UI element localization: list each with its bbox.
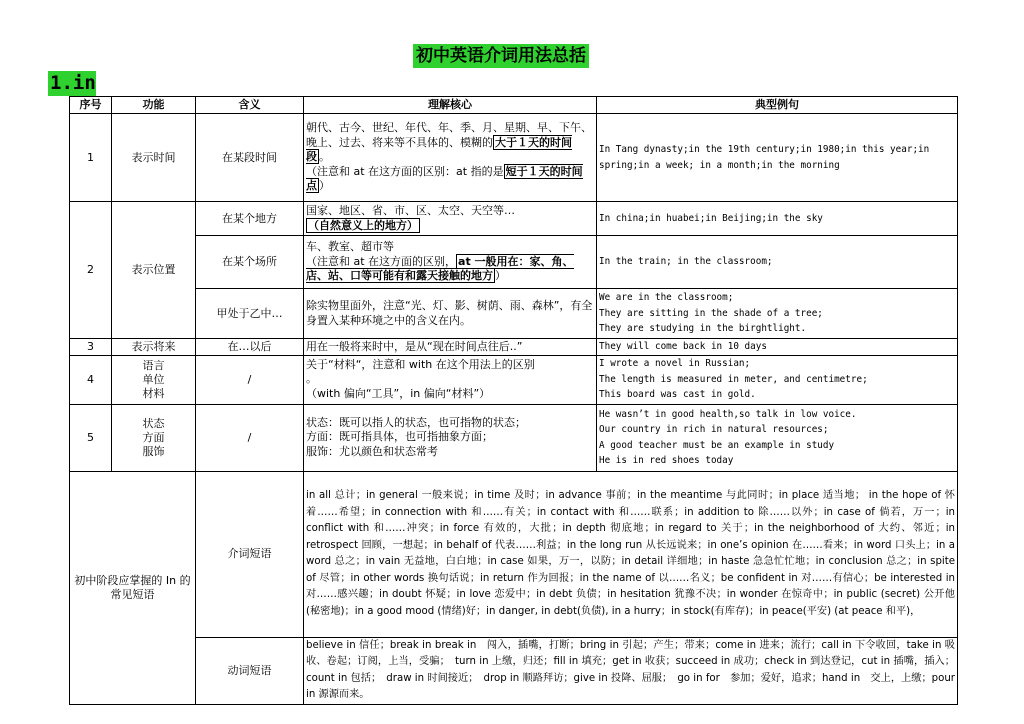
col-header-no: 序号: [70, 97, 112, 114]
row-core: 状态：既可以指人的状态，也可指物的状态； 方面：既可指具体，也可指抽象方面； 服饰：尤以颜色和状态常考: [304, 404, 597, 471]
highlight-box: 短于１天的时间点: [306, 164, 583, 193]
row-example: I wrote a novel in Russian; The length is measured in meter, and centimetre; This board was cast in gold.: [597, 355, 958, 404]
row-meaning: 在某个场所: [196, 236, 304, 289]
row-meaning: /: [196, 355, 304, 404]
row-meaning: 在某个地方: [196, 202, 304, 236]
row-number: 2: [70, 202, 112, 339]
header-row: [70, 97, 958, 114]
row-function: 表示时间: [112, 114, 196, 202]
phrase-list: in all 总计；in general 一般来说；in time 及时；in advance 事前；in the meantime 与此同时；in place 适当地； in the hope of 怀着……希望；in connection with 和……有关；in contact with 和……联系；in addition to 除……以外；in case of 倘若，万一；in conflict with 和……冲突；in force 有效的，大批；in depth 彻底地；in regard to 关于；in the neighborhood of 大约、邻近；in retrospect 回顾，一想起；in behalf of 代表……利益；in the long run 从长远说来；in one’s opinion 在……看来；in word 口头上；in a word 总之；in vain 无益地，白白地；in case 如果，万一，以防；in detail 详细地；in haste 急急忙忙地；in conclusion 总之；in spite of 尽管；in other words 换句话说；in return 作为回报；in the name of 以……名义；be confident in 对……有信心；be interested in 对……感兴趣；in doubt 怀疑；in love 恋爱中；in debt 负债；in hesitation 犹豫不决；in wonder 在惊奇中；in public (secret) 公开他(秘密地)；in a good mood (情绪)好；in danger, in debt(负债), in a hurry；in stock(有库存)；in peace(平安) (at peace 和平)，: [304, 471, 958, 637]
row-example: In the train; in the classroom;: [597, 236, 958, 289]
section-heading: 1.in: [50, 72, 96, 94]
row-number: 3: [70, 339, 112, 356]
usage-table: [69, 96, 958, 705]
row-example: In Tang dynasty;in the 19th century;in 1980;in this year;in spring;in a week; in a month;in the morning: [597, 114, 958, 202]
row-meaning: 动词短语: [196, 637, 304, 704]
table-row: [70, 355, 958, 404]
highlight-box: at 一般用在：家、角、店、站、口等可能有和露天接触的地方: [306, 254, 574, 283]
row-meaning: 甲处于乙中…: [196, 289, 304, 339]
row-meaning: /: [196, 404, 304, 471]
table-row: [70, 471, 958, 637]
row-function: 初中阶段应掌握的 In 的常见短语: [70, 471, 196, 704]
col-header-function: 功能: [112, 97, 196, 114]
table-row: [70, 289, 958, 339]
row-number: 1: [70, 114, 112, 202]
row-number: 5: [70, 404, 112, 471]
row-meaning: 在某段时间: [196, 114, 304, 202]
row-function: 表示将来: [112, 339, 196, 356]
table-row: [70, 114, 958, 202]
row-example: We are in the classroom; They are sitting in the shade of a tree; They are studying in the birghtlight.: [597, 289, 958, 339]
row-core: 国家、地区、省、市、区、太空、天空等… （自然意义上的地方）: [304, 202, 597, 236]
row-core: 关于“材料“，注意和 with 在这个用法上的区别 。 （with 偏向“工具”，in 偏向“材料”）: [304, 355, 597, 404]
table-row: [70, 202, 958, 236]
row-meaning: 介词短语: [196, 471, 304, 637]
col-header-meaning: 含义: [196, 97, 304, 114]
table-row: [70, 404, 958, 471]
row-function: 语言 单位 材料: [112, 355, 196, 404]
row-example: In china;in huabei;in Beijing;in the sky: [597, 202, 958, 236]
row-example: They will come back in 10 days: [597, 339, 958, 356]
row-function: 表示位置: [112, 202, 196, 339]
row-example: He wasn’t in good health,so talk in low voice. Our country in rich in natural resources; A good teacher must be an example in study He is in red shoes today: [597, 404, 958, 471]
col-header-core: 理解核心: [304, 97, 597, 114]
table-row: [70, 637, 958, 704]
row-function: 状态 方面 服饰: [112, 404, 196, 471]
document-title: 初中英语介词用法总括: [413, 44, 589, 68]
highlight-box: （自然意义上的地方）: [308, 218, 418, 232]
row-core: 朝代、古今、世纪、年代、年、季、月、星期、早、下午、晚上、过去、将来等不具体的、模糊的 大于１天的时间段 。 （注意和 at 在这方面的区别：at 指的是 短于１天的时间点 ）: [304, 114, 597, 202]
row-number: 4: [70, 355, 112, 404]
row-core: 车、教室、超市等 （注意和 at 在这方面的区别， at 一般用在：家、角、店、站、口等可能有和露天接触的地方 ）: [304, 236, 597, 289]
col-header-example: 典型例句: [597, 97, 958, 114]
row-core: 除实物里面外，注意“光、灯、影、树荫、雨、森林”，有全身置入某种环境之中的含义在内。: [304, 289, 597, 339]
row-meaning: 在…以后: [196, 339, 304, 356]
table-row: [70, 339, 958, 356]
table-row: [70, 236, 958, 289]
phrase-list: believe in 信任；break in break in 闯入，插嘴，打断；bring in 引起；产生；带来；come in 进来；流行；call in 下令收回，take in 吸收、卷起；订阅，上当，受骗； turn in 上缴，归还；fill in 填充；get in 收获；succeed in 成功；check in 到达登记，cut in 插嘴，插入；count in 包括； draw in 时间接近； drop in 顺路拜访；give in 投降、屈服； go in for 参加；爱好，追求；hand in 交上，上缴；pour in 源源而来。: [304, 637, 958, 704]
row-core: 用在一般将来时中，是从“现在时间点往后..”: [304, 339, 597, 356]
highlight-box: 大于１天的时间段: [306, 135, 572, 164]
